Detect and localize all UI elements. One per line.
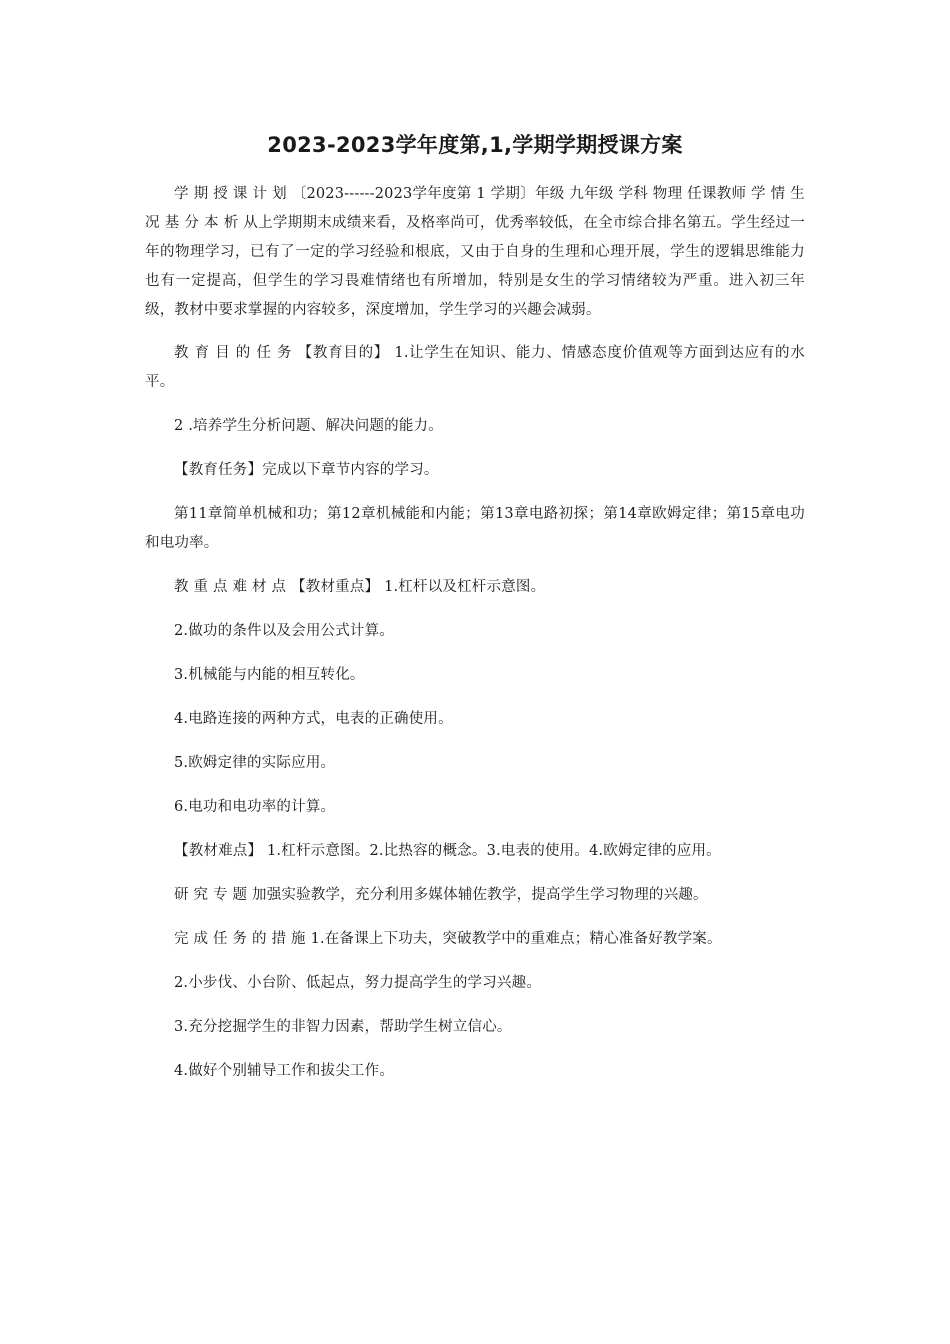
paragraph-measure-4: 4.做好个别辅导工作和拔尖工作。: [174, 1063, 395, 1079]
paragraph-key-points: 教 重 点 难 材 点 【教材重点】 1.杠杆以及杠杆示意图。: [174, 579, 546, 595]
paragraph-measure-3: 3.充分挖掘学生的非智力因素，帮助学生树立信心。: [174, 1019, 512, 1035]
paragraph-key-point-2: 2.做功的条件以及会用公式计算。: [174, 623, 395, 639]
document-page: [145, 130, 805, 1101]
document-title: 2023-2023学年度第,1,学期学期授课方案: [267, 133, 683, 157]
paragraph-learning-situation: 学 期 授 课 计 划 〔2023------2023学年度第 1 学期〕年级 九年级 学科 物理 任课教师 学 情 生 况 基 分 本 析 从上学期期末成绩来看，及格率尚可，优秀率较低，在全市综合排名第五。学生经过一年的物理学习，已有了一定的学习经验和根底，又由于自身的生理和心理开展，学生的逻辑思维能力也有一定提高，但学生的学习畏难情绪也有所增加，特别是女生的学习情绪较为严重。进入初三年级，教材中要求掌握的内容较多，深度增加，学生学习的兴趣会减弱。: [145, 186, 805, 318]
paragraph-research-topic: 研 究 专 题 加强实验教学，充分利用多媒体辅佐教学，提高学生学习物理的兴趣。: [174, 887, 708, 903]
paragraph-difficult-points: 【教材难点】 1.杠杆示意图。2.比热容的概念。3.电表的使用。4.欧姆定律的应用。: [174, 843, 721, 859]
paragraph-measures: 完 成 任 务 的 措 施 1.在备课上下功夫，突破教学中的重难点；精心准备好教学案。: [174, 931, 722, 947]
paragraph-goal-2: 2 .培养学生分析问题、解决问题的能力。: [174, 418, 443, 434]
paragraph-education-goal: 教 育 目 的 任 务 【教育目的】 1.让学生在知识、能力、情感态度价值观等方面到达应有的水平。: [145, 345, 805, 390]
paragraph-measure-2: 2.小步伐、小台阶、低起点，努力提高学生的学习兴趣。: [174, 975, 542, 991]
paragraph-key-point-5: 5.欧姆定律的实际应用。: [174, 755, 336, 771]
paragraph-key-point-3: 3.机械能与内能的相互转化。: [174, 667, 365, 683]
paragraph-key-point-4: 4.电路连接的两种方式，电表的正确使用。: [174, 711, 453, 727]
paragraph-chapters: 第11章简单机械和功；第12章机械能和内能；第13章电路初探；第14章欧姆定律；第15章电功和电功率。: [145, 506, 805, 551]
paragraph-education-task: 【教育任务】完成以下章节内容的学习。: [174, 462, 439, 478]
paragraph-key-point-6: 6.电功和电功率的计算。: [174, 799, 336, 815]
